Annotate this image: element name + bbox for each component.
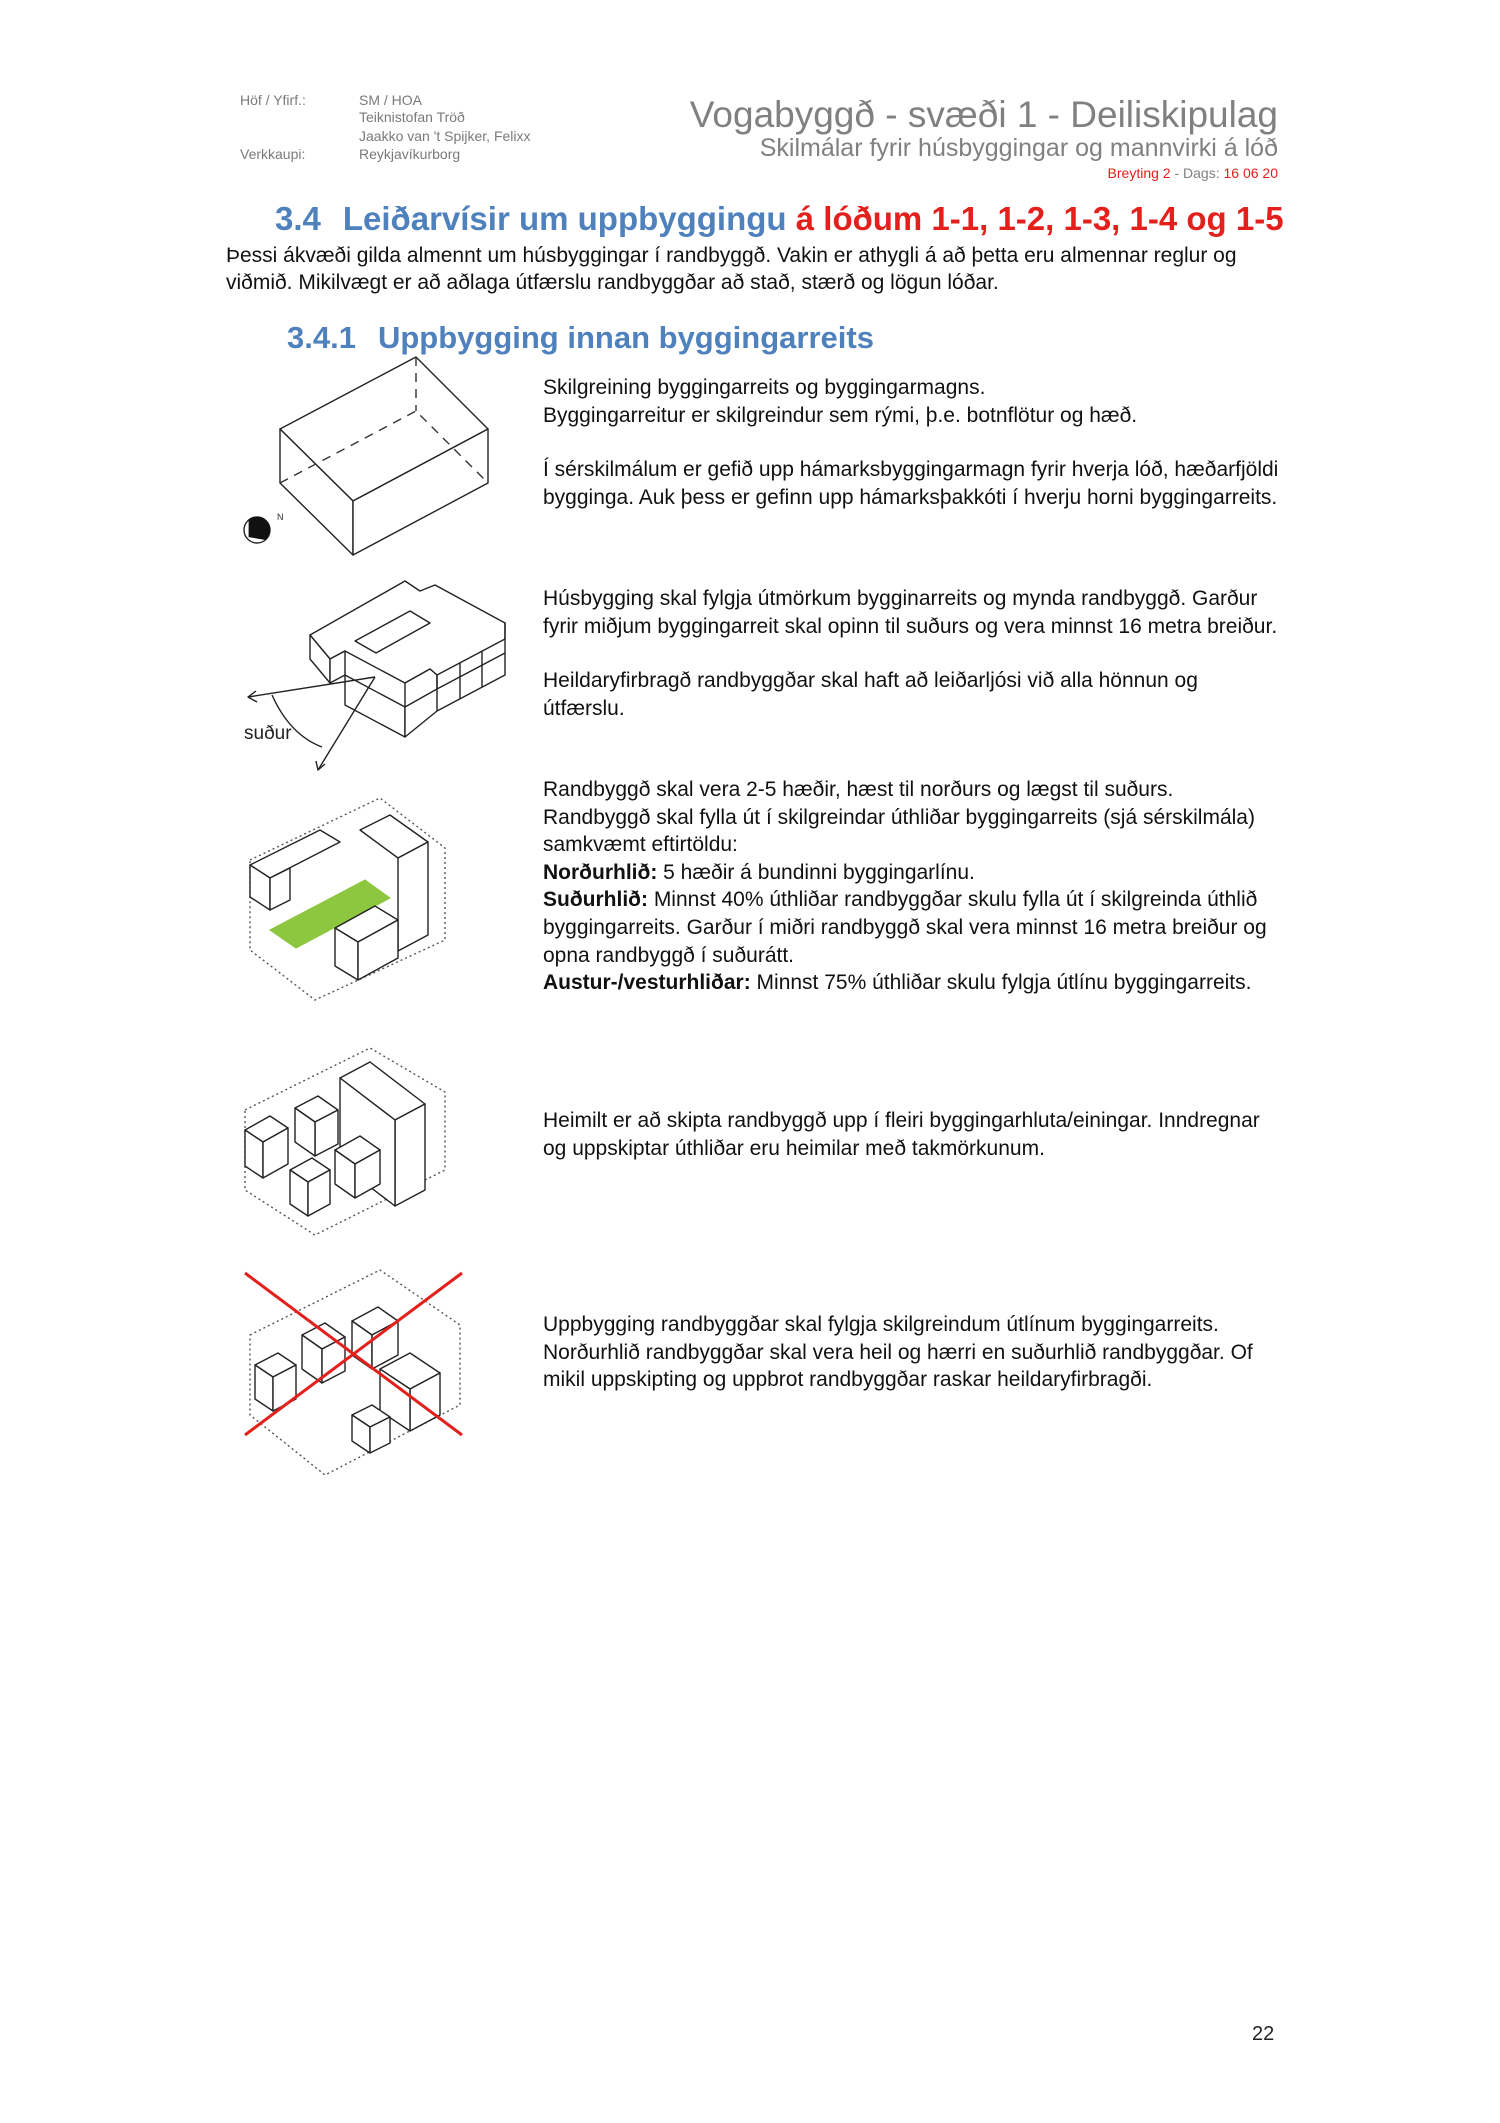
north-label: N <box>277 512 284 522</box>
document-subtitle: Skilmálar fyrir húsbyggingar og mannvirki á lóð <box>759 134 1278 162</box>
document-title: Vogabyggð - svæði 1 - Deiliskipulag <box>689 94 1278 135</box>
office-line-2: Jaakko van 't Spijker, Felixx <box>359 128 531 144</box>
b2-para1: Húsbygging skal fylgja útmörkum bygginarreits og mynda randbyggð. Garður fyrir miðjum byggingarreit skal opinn til suðurs og vera minnst 16 metra breiður. <box>543 587 1278 638</box>
text-block-3 <box>543 776 1283 997</box>
subsection-number: 3.4.1 <box>287 320 356 355</box>
b2-para2: Heildaryfirbragð randbyggðar skal haft að leiðarljósi við alla hönnun og útfærslu. <box>543 669 1198 720</box>
south-label: suður <box>244 723 292 744</box>
text-block-1 <box>543 374 1283 511</box>
diagram-building-envelope <box>230 355 510 565</box>
b3-line1: Randbyggð skal vera 2-5 hæðir, hæst til norðurs og lægst til suðurs. <box>543 778 1174 801</box>
section-title: Leiðarvísir um uppbyggingu <box>342 200 796 237</box>
envelope-box <box>280 357 488 555</box>
north-side-label: Norðurhlið: <box>543 860 658 884</box>
b4-para: Heimilt er að skipta randbyggð upp í fleiri byggingarhluta/einingar. Inndregnar og uppskiptar úthliðar eru heimilar með takmörkunum. <box>543 1109 1260 1160</box>
block-c-right <box>395 1104 425 1206</box>
text-block-2 <box>543 585 1283 722</box>
b1-line2: Byggingarreitur er skilgreindur sem rými, þ.e. botnflötur og hæð. <box>543 403 1138 427</box>
author-label: Höf / Yfirf.: <box>240 92 306 108</box>
client-label: Verkkaupi: <box>240 146 306 162</box>
south-side-text: Minnst 40% úthliðar randbyggðar skulu fylla út í skilgreinda úthlið byggingarreits. Garður í miðri randbyggð skal vera minnst 16 metra breiður og opna randbyggð í suðurátt. <box>543 888 1267 967</box>
page-number: 22 <box>1252 2023 1275 2045</box>
date-value: 16 06 20 <box>1223 165 1278 181</box>
east-west-label: Austur-/vesturhliðar: <box>543 971 751 995</box>
text-block-4 <box>543 1107 1283 1162</box>
diagram-incorrect-example <box>230 1265 480 1480</box>
subsection-heading <box>287 320 874 356</box>
section-heading <box>275 200 1284 238</box>
perimeter-block <box>310 581 505 737</box>
b3-line2: Randbyggð skal fylla út í skilgreindar úthliðar byggingarreits (sjá sérskilmála) samkvæmt eftirtöldu: <box>543 805 1255 857</box>
author-value: SM / HOA <box>359 92 423 108</box>
text-block-5 <box>543 1311 1283 1394</box>
client-value: Reykjavíkurborg <box>359 146 461 162</box>
north-side-text: 5 hæðir á bundinni byggingarlínu. <box>657 860 975 884</box>
diagram-perimeter-block <box>230 565 530 775</box>
section-intro: Þessi ákvæði gilda almennt um húsbyggingar í randbyggð. Vakin er athygli á að þetta eru almennar reglur og viðmið. Mikilvægt er að aðlaga útfærslu randbyggðar að stað, stærð og lögun lóðar. <box>226 244 1237 294</box>
section-number: 3.4 <box>275 200 321 237</box>
north-arrow-icon <box>240 512 275 547</box>
b5-para: Uppbygging randbyggðar skal fylgja skilgreindum útlínum byggingarreits. Norðurhlið randbyggðar skal vera heil og hærri en suðurhlið randbyggðar. Of mikil uppskipting og uppbrot randbyggðar raskar heildaryfirbragði. <box>543 1313 1253 1392</box>
north-wing-roof <box>250 830 340 878</box>
section-title-lots: á lóðum 1-1, 1-2, 1-3, 1-4 og 1-5 <box>795 200 1284 237</box>
revision-label: Breyting 2 <box>1107 165 1171 181</box>
diagram-subdivided-blocks <box>230 1030 460 1250</box>
east-wing-face <box>398 842 428 951</box>
b1-para2: Í sérskilmálum er gefið upp hámarksbyggingarmagn fyrir hverja lóð, hæðarfjöldi bygginga. Auk þess er gefinn upp hámarksþakkóti í hverju horni byggingarreits. <box>543 458 1279 509</box>
diagram-height-rule <box>230 790 450 1010</box>
east-west-text: Minnst 75% úthliðar skulu fylgja útlínu byggingarreits. <box>750 971 1252 995</box>
subsection-title: Uppbygging innan byggingarreits <box>377 320 874 355</box>
date-separator: - Dags: <box>1170 165 1224 181</box>
office-line-1: Teiknistofan Tröð <box>359 109 465 125</box>
block-south-wing <box>345 675 405 737</box>
south-side-label: Suðurhlið: <box>543 888 648 912</box>
b1-line1: Skilgreining byggingarreits og byggingarmagns. <box>543 376 986 399</box>
revision-line <box>1108 165 1278 181</box>
